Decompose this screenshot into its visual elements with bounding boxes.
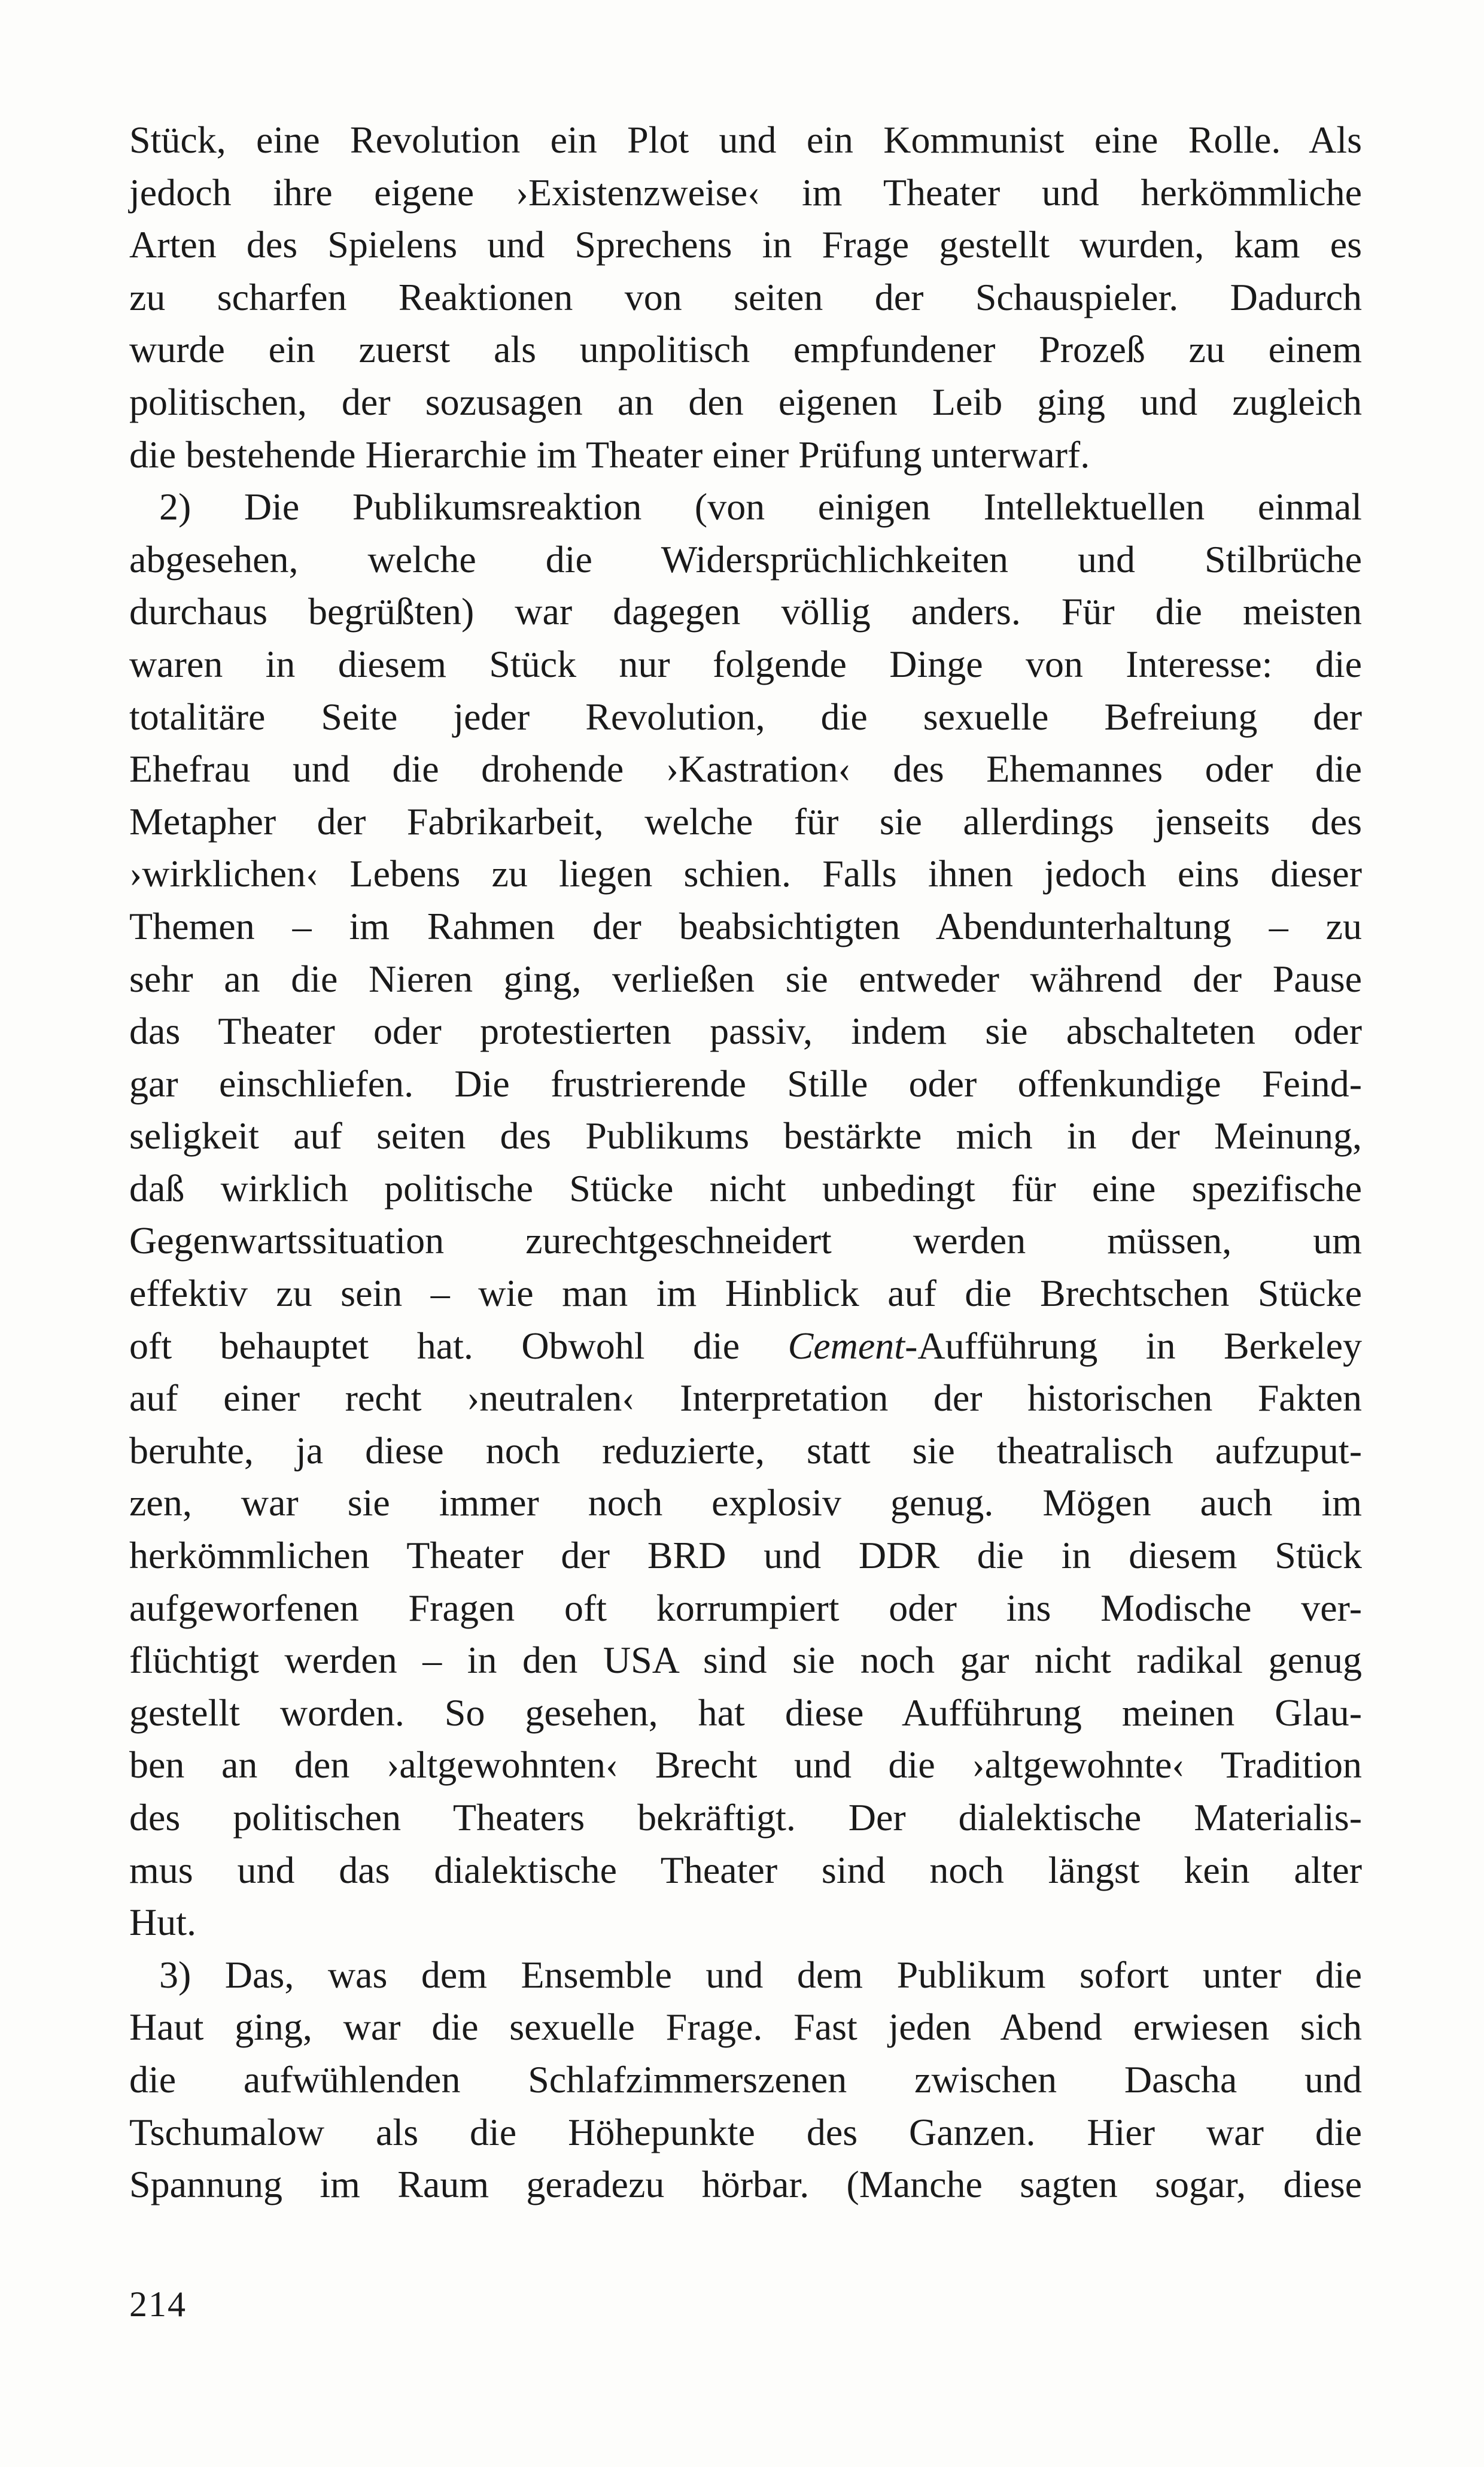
text-line: sehr an die Nieren ging, verließen sie entweder während der Pause	[129, 957, 1362, 1000]
text-line: Themen – im Rahmen der beabsichtigten Abendunterhaltung – zu	[129, 904, 1362, 947]
text-line: waren in diesem Stück nur folgende Dinge von Interesse: die	[129, 642, 1362, 685]
text-line: ben an den ›altgewohnten‹ Brecht und die ›altgewohnte‹ Tradition	[129, 1743, 1362, 1787]
text-line: zen, war sie immer noch explosiv genug. Mögen auch im	[129, 1481, 1362, 1524]
text-line: abgesehen, welche die Widersprüchlichkeiten und Stilbrüche	[129, 537, 1362, 581]
text-line: beruhte, ja diese noch reduzierte, statt sie theatralisch aufzuput-	[129, 1429, 1362, 1472]
text-line: Stück, eine Revolution ein Plot und ein Kommunist eine Rolle. Als	[129, 119, 1362, 161]
text-line: Arten des Spielens und Sprechens in Frage gestellt wurden, kam es	[129, 223, 1362, 266]
body-text	[129, 114, 1362, 2211]
text-line: zu scharfen Reaktionen von seiten der Schauspieler. Dadurch	[129, 275, 1362, 318]
text-line: des politischen Theaters bekräftigt. Der dialektische Materialis-	[129, 1796, 1362, 1839]
text-line: oft behauptet hat. Obwohl die Cement-Aufführung in Berkeley	[129, 1324, 1363, 1367]
text-line: jedoch ihre eigene ›Existenzweise‹ im Theater und herkömmliche	[129, 171, 1362, 214]
text-line: auf einer recht ›neutralen‹ Interpretation der historischen Fakten	[129, 1377, 1362, 1420]
text-line: effektiv zu sein – wie man im Hinblick auf die Brechtschen Stücke	[129, 1272, 1362, 1315]
text-line: aufgeworfenen Fragen oft korrumpiert oder ins Modische ver-	[129, 1586, 1362, 1629]
text-line: die bestehende Hierarchie im Theater einer Prüfung unterwarf.	[129, 433, 1090, 476]
text-line: ›wirklichen‹ Lebens zu liegen schien. Falls ihnen jedoch eins dieser	[129, 852, 1362, 895]
text-line: Metapher der Fabrikarbeit, welche für sie allerdings jenseits des	[129, 800, 1362, 843]
text-line: mus und das dialektische Theater sind noch längst kein alter	[129, 1848, 1362, 1891]
text-line: durchaus begrüßten) war dagegen völlig anders. Für die meisten	[129, 590, 1362, 633]
text-line: Gegenwartssituation zurechtgeschneidert werden müssen, um	[129, 1219, 1362, 1262]
text-line: die aufwühlenden Schlafzimmerszenen zwischen Dascha und	[129, 2058, 1362, 2101]
text-line: Haut ging, war die sexuelle Frage. Fast jeden Abend erwiesen sich	[129, 2006, 1362, 2049]
text-line: Ehefrau und die drohende ›Kastration‹ des Ehemannes oder die	[129, 748, 1362, 791]
work-title: Cement	[787, 1324, 905, 1367]
text-line: 2) Die Publikumsreaktion (von einigen Intellektuellen einmal	[159, 485, 1362, 528]
text-line: seligkeit auf seiten des Publikums bestärkte mich in der Meinung,	[129, 1114, 1362, 1157]
text-line: 3) Das, was dem Ensemble und dem Publikum sofort unter die	[159, 1953, 1362, 1996]
text-line: flüchtigt werden – in den USA sind sie noch gar nicht radikal genug	[129, 1639, 1362, 1682]
text-line: herkömmlichen Theater der BRD und DDR die in diesem Stück	[129, 1534, 1362, 1577]
text-line: daß wirklich politische Stücke nicht unbedingt für eine spezifische	[129, 1166, 1362, 1210]
text-line: politischen, der sozusagen an den eigenen Leib ging und zugleich	[129, 380, 1362, 423]
text-line: das Theater oder protestierten passiv, indem sie abschalteten oder	[129, 1010, 1362, 1053]
text-line: gar einschliefen. Die frustrierende Stille oder offenkundige Feind-	[129, 1062, 1362, 1105]
text-line: wurde ein zuerst als unpolitisch empfundener Prozeß zu einem	[129, 328, 1362, 371]
text-line: Hut.	[129, 1901, 196, 1944]
text-line: Spannung im Raum geradezu hörbar. (Manche sagten sogar, diese	[129, 2163, 1362, 2206]
text-line: totalitäre Seite jeder Revolution, die sexuelle Befreiung der	[129, 695, 1362, 738]
text-line: Tschumalow als die Höhepunkte des Ganzen. Hier war die	[129, 2110, 1362, 2153]
text-line: gestellt worden. So gesehen, hat diese Aufführung meinen Glau-	[129, 1691, 1362, 1734]
page-number: 214	[129, 2284, 187, 2324]
